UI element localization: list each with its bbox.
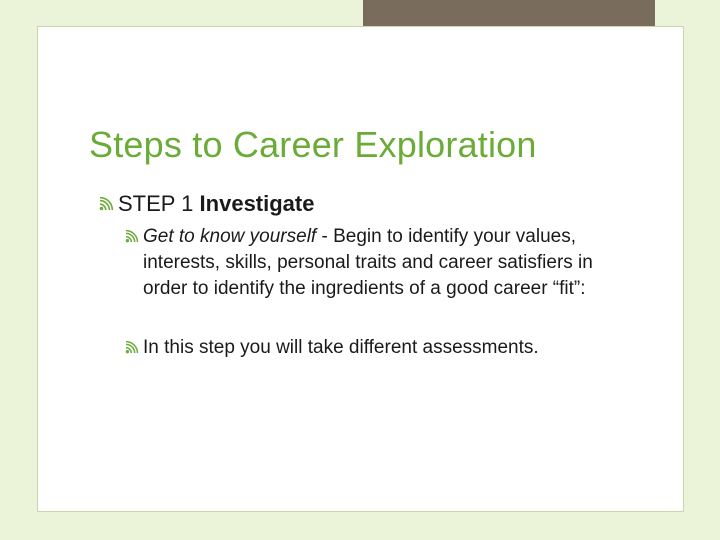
wifi-arc-icon — [125, 341, 140, 354]
bullet-body: In this step you will take different assessments. — [143, 337, 539, 358]
step-label: STEP 1 — [118, 191, 194, 216]
bullet-step-1 — [99, 191, 314, 217]
bullet-emphasis: Get to know yourself — [143, 226, 317, 247]
bullet-assessments — [125, 335, 605, 361]
bullet-body: - Begin to identify your values, interests, skills, personal traits and career satisfiers in order to identify the ingredients of a good career “fit”: — [143, 226, 593, 299]
wifi-arc-icon — [125, 230, 140, 243]
bullet-know-yourself — [125, 224, 595, 302]
wifi-arc-icon — [99, 197, 115, 211]
slide-title: Steps to Career Exploration — [89, 124, 537, 165]
bullet-text — [143, 224, 595, 302]
step-heading: Investigate — [199, 191, 315, 216]
